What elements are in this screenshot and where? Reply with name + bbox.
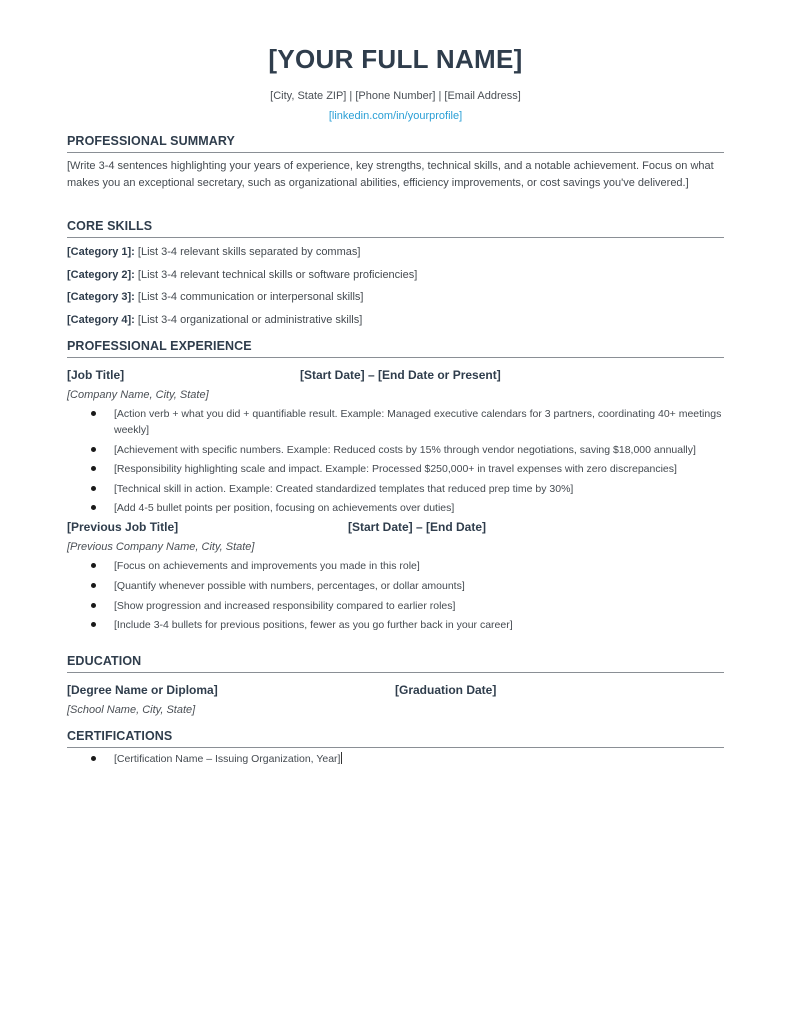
section-title: EDUCATION [67, 654, 724, 673]
skill-item[interactable] [67, 309, 724, 332]
job-bullets [67, 406, 724, 516]
skill-label: [Category 1]: [67, 246, 135, 258]
bullet-text: [Technical skill in action. Example: Created standardized templates that reduced prep time by 30%] [114, 482, 574, 495]
bullet-item[interactable] [67, 578, 724, 594]
bullet-text: [Action verb + what you did + quantifiable result. Example: Managed executive calendars for 3 partners, coordinating 40+ meetings weekly] [114, 408, 722, 436]
job-entry [67, 368, 724, 516]
skill-value: [List 3-4 organizational or administrative skills] [134, 313, 363, 326]
certification-text: [Certification Name – Issuing Organization, Year] [114, 753, 341, 765]
bullet-icon [91, 603, 96, 608]
certification-item[interactable] [67, 751, 724, 767]
bullet-icon [91, 563, 96, 568]
skill-item[interactable] [67, 286, 724, 309]
skill-value: [List 3-4 relevant skills separated by commas] [134, 246, 361, 258]
bullet-item[interactable] [67, 500, 724, 516]
bullet-text: [Add 4-5 bullet points per position, focusing on achievements over duties] [114, 502, 455, 515]
summary-text[interactable]: [Write 3-4 sentences highlighting your years of experience, key strengths, technical skills, and a notable achievement. Focus on what makes you an exceptional secretary, such as organizational abilities, efficiency improvements, or cost savings you've delivered.] [67, 160, 714, 189]
job-dates[interactable]: [Start Date] – [End Date] [348, 520, 487, 535]
company-name[interactable]: [Previous Company Name, City, State] [67, 541, 255, 554]
section-title: PROFESSIONAL EXPERIENCE [67, 339, 724, 358]
job-title[interactable]: [Previous Job Title] [67, 520, 179, 535]
education-section [67, 654, 724, 721]
text-cursor [341, 752, 342, 764]
company-name[interactable]: [Company Name, City, State] [67, 389, 209, 401]
skill-item[interactable] [67, 241, 724, 264]
bullet-icon [91, 622, 96, 627]
bullet-icon [91, 583, 96, 588]
certifications-section [67, 729, 724, 771]
bullet-item[interactable] [67, 558, 724, 574]
degree-name[interactable]: [Degree Name or Diploma] [67, 683, 218, 697]
skill-label: [Category 2]: [67, 268, 135, 281]
section-title: PROFESSIONAL SUMMARY [67, 134, 724, 153]
skills-section [67, 219, 724, 331]
bullet-icon [91, 486, 96, 491]
bullet-icon [91, 447, 96, 452]
skill-label: [Category 4]: [67, 313, 135, 326]
bullet-text: [Include 3-4 bullets for previous positions, fewer as you go further back in your career] [114, 619, 513, 632]
section-title: CORE SKILLS [67, 219, 724, 238]
bullet-text: [Responsibility highlighting scale and impact. Example: Processed $250,000+ in travel expenses with zero discrepancies] [114, 463, 677, 476]
bullet-icon [91, 756, 96, 761]
job-bullets [67, 558, 724, 633]
skill-value: [List 3-4 communication or interpersonal skills] [134, 291, 364, 303]
job-entry [67, 520, 724, 633]
bullet-text: [Focus on achievements and improvements you made in this role] [114, 560, 420, 573]
bullet-item[interactable] [67, 617, 724, 633]
bullet-icon [91, 466, 96, 471]
graduation-date[interactable]: [Graduation Date] [395, 683, 497, 697]
full-name[interactable]: [YOUR FULL NAME] [268, 44, 523, 74]
skill-value: [List 3-4 relevant technical skills or software proficiencies] [134, 268, 418, 281]
job-title[interactable]: [Job Title] [67, 368, 125, 382]
bullet-item[interactable] [67, 442, 724, 458]
bullet-text: [Achievement with specific numbers. Example: Reduced costs by 15% through vendor negotiations, saving $18,000 annually] [114, 443, 696, 456]
summary-section [67, 134, 724, 191]
bullet-item[interactable] [67, 598, 724, 614]
contact-line[interactable]: [City, State ZIP] | [Phone Number] | [Email Address] [270, 90, 521, 102]
school-name[interactable]: [School Name, City, State] [67, 704, 196, 716]
bullet-icon [91, 505, 96, 510]
bullet-text: [Show progression and increased responsibility compared to earlier roles] [114, 599, 456, 612]
certification-list [67, 751, 724, 767]
skill-label: [Category 3]: [67, 291, 135, 303]
bullet-icon [91, 411, 96, 416]
bullet-item[interactable] [67, 481, 724, 497]
skill-item[interactable] [67, 264, 724, 287]
linkedin-link[interactable]: [linkedin.com/in/yourprofile] [328, 110, 463, 122]
bullet-text: [Quantify whenever possible with numbers, percentages, or dollar amounts] [114, 579, 465, 592]
job-dates[interactable]: [Start Date] – [End Date or Present] [300, 368, 501, 382]
section-title: CERTIFICATIONS [67, 729, 724, 748]
bullet-item[interactable] [67, 406, 724, 438]
bullet-item[interactable] [67, 461, 724, 477]
experience-section [67, 339, 724, 637]
